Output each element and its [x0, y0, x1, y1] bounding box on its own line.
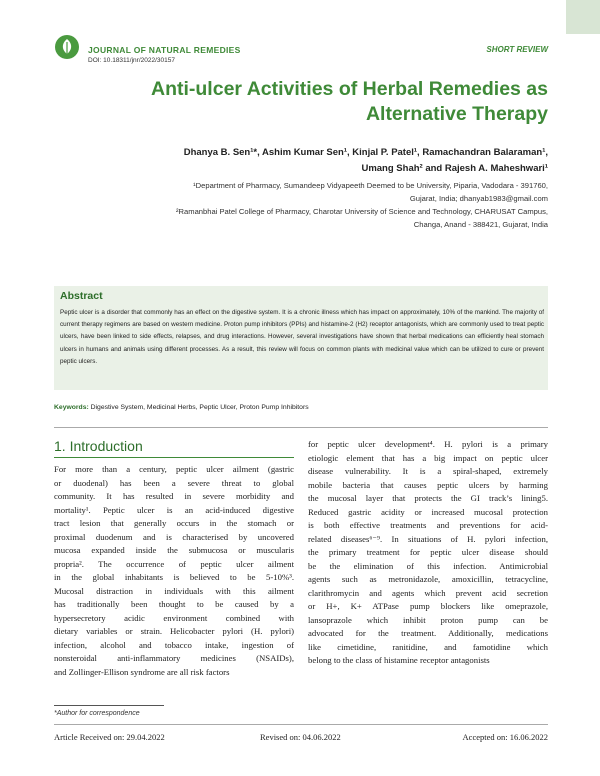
right-line: belong to the class of histamine receptor antagonists: [308, 655, 490, 666]
paper-title: Anti-ulcer Activities of Herbal Remedies as Alternative Therapy: [151, 78, 548, 125]
abstract-heading: Abstract: [60, 290, 103, 302]
right-line: lansoprazole which inhibit proton pump can be: [308, 614, 548, 625]
right-line: advocated for the treatment. Additionally, medications: [308, 628, 548, 639]
right-column: [308, 438, 548, 668]
footnote: *Author for correspondence: [54, 710, 140, 717]
section-heading: 1. Introduction: [54, 438, 143, 454]
author-list: [108, 145, 548, 177]
keywords-text: Digestive System, Medicinal Herbs, Peptic Ulcer, Proton Pump Inhibitors: [90, 404, 309, 411]
footer-divider: [54, 724, 548, 725]
left-line: nonsteroidal anti-inflammatory medicines (NSAIDs),: [54, 653, 294, 664]
right-line: the mucosal layer that protects the GI track’s lining5.: [308, 493, 548, 504]
right-line: the primary treatment for peptic ulcer disease should: [308, 547, 548, 558]
journal-name: JOURNAL OF NATURAL REMEDIES: [88, 45, 241, 55]
left-line: mucosa expanded inside the submucosa or muscularis: [54, 545, 294, 556]
left-line: Mucosal distraction in individuals with this ailment: [54, 585, 294, 596]
affiliation-1-line-1: ¹Department of Pharmacy, Sumandeep Vidyapeeth Deemed to be University, Piparia, Vadodara - 391760,: [193, 181, 548, 190]
abstract-text: Peptic ulcer is a disorder that commonly has an effect on the digestive system. It is a chronic illness which has impact on approximately, 10% of the mankind. The majority of current therapy regimens are based on western medicine. Proton pump inhibitors (PPIs) and histamine-2 (H2) receptor antagonists, which are commonly used to treat peptic ulcers, have been linked to side effects, relapses, and drug interactions. However, several investigations have shown that herbal medications can efficiently heal stomach ulcers in humans and animals using different processes. As a result, this review will focus on common plants with medicinal value which can be utilized to cure or prevent peptic ulcers.: [60, 309, 544, 365]
left-line: dietary variables or strain. Helicobacter pylori (H. pylori): [54, 626, 294, 637]
right-line: related diseases⁶⁻⁹. In situations of H. pylori infection,: [308, 533, 548, 544]
left-line: proximal duodenum and is characterised by uncovered: [54, 531, 294, 542]
journal-logo: [54, 34, 80, 60]
left-line: has traditionally been thought to be caused by a: [54, 599, 294, 610]
keywords-label: Keywords:: [54, 404, 89, 411]
corner-decoration: [566, 0, 600, 34]
right-line: is both effective treatments and preventions for acid-: [308, 520, 548, 531]
left-column: [54, 463, 294, 679]
left-line: in the global inhabitants is believed to be 5-10%³.: [54, 572, 294, 583]
section-divider: [54, 427, 548, 428]
section-heading-underline: [54, 457, 294, 458]
right-line: mobile bacteria that causes peptic ulcers by harming: [308, 479, 548, 490]
left-line: tract lesion that generally occurs in the stomach or: [54, 518, 294, 529]
affiliations: [108, 179, 548, 231]
keywords: [54, 404, 309, 411]
right-line: be the elimination of this infection. Antimicrobial: [308, 560, 548, 571]
received-date: Article Received on: 29.04.2022: [54, 732, 165, 742]
left-line: propria². The occurrence of peptic ulcer ailment: [54, 558, 294, 569]
affiliation-2-line-1: ²Ramanbhai Patel College of Pharmacy, Charotar University of Science and Technology, CHARUSAT Campus,: [176, 207, 548, 216]
authors-line-1: Dhanya B. Sen¹*, Ashim Kumar Sen¹, Kinjal P. Patel¹, Ramachandran Balaraman¹,: [183, 147, 548, 158]
left-line: community. It has resulted in severe morbidity and: [54, 491, 294, 502]
right-line: for peptic ulcer development⁴. H. pylori is a primary: [308, 439, 548, 449]
article-type: SHORT REVIEW: [486, 45, 548, 54]
right-line: disease vulnerability. It is a spiral-shaped, extremely: [308, 466, 548, 477]
affiliation-1-line-2: Gujarat, India; dhanyab1983@gmail.com: [409, 194, 548, 203]
right-line: etiologic element that has a big impact on peptic ulcer: [308, 452, 548, 463]
footnote-rule: [54, 705, 164, 706]
authors-line-2: Umang Shah² and Rajesh A. Maheshwari¹: [361, 163, 548, 174]
left-line: infection, alcohol and tobacco intake, ingestion of: [54, 639, 294, 650]
right-line: or H+, K+ ATPase pump blockers like omeprazole,: [308, 601, 548, 612]
affiliation-2-line-2: Changa, Anand - 388421, Gujarat, India: [413, 220, 548, 229]
left-line: and Zollinger-Ellison syndrome are all risk factors: [54, 666, 230, 677]
doi[interactable]: DOI: 10.18311/jnr/2022/30157: [88, 57, 175, 64]
accepted-date: Accepted on: 16.06.2022: [462, 732, 548, 742]
right-line: Reduced gastric acidity or increased mucosal protection: [308, 506, 548, 517]
left-line: For more than a century, peptic ulcer ailment (gastric: [54, 464, 294, 474]
left-line: mortality¹. Peptic ulcer is an acid-induced digestive: [54, 504, 294, 515]
right-line: clarithromycin and agents which prevent acid secretion: [308, 587, 548, 598]
right-line: agents such as metronidazole, amoxicillin, tetracycline,: [308, 574, 548, 585]
left-line: or duodenal) has been a severe threat to global: [54, 477, 294, 488]
left-line: hypersecretory acidic environment combined with: [54, 612, 294, 623]
right-line: like cimetidine, ranitidine, and famotidine which: [308, 641, 548, 652]
revised-date: Revised on: 04.06.2022: [260, 732, 341, 742]
